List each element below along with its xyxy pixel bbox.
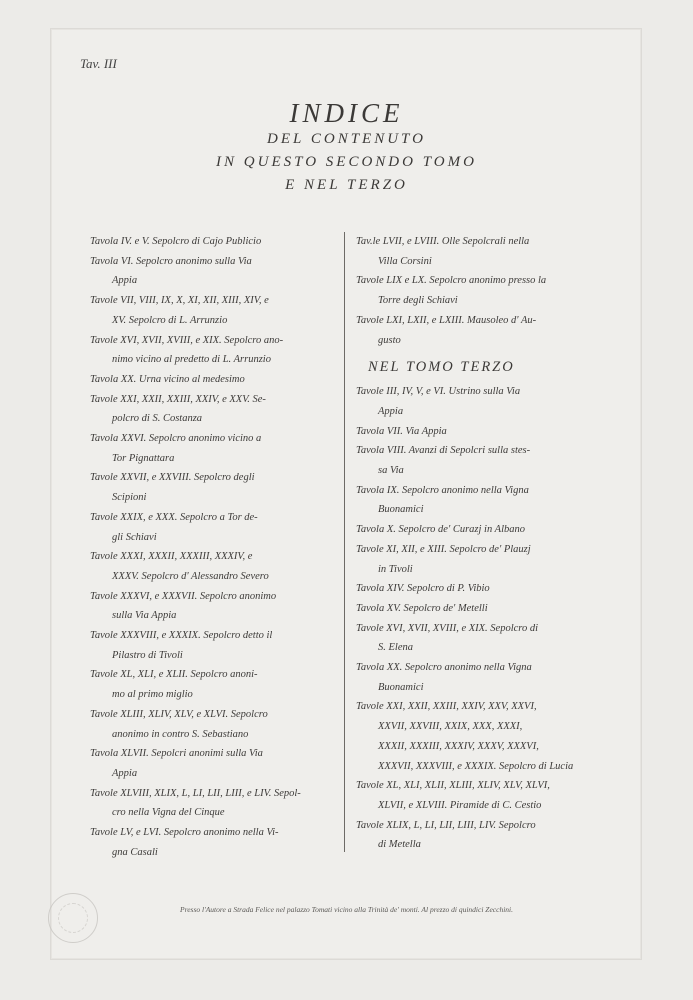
index-entry-line: XXXII, XXXIII, XXXIV, XXXV, XXXVI,: [378, 740, 539, 752]
index-entry-line: Tavola IV. e V. Sepolcro di Cajo Publicio: [90, 236, 262, 247]
index-entry-line: Tavole III, IV, V, e VI. Ustrino sulla Via: [356, 386, 521, 398]
index-entry-line: Appia: [112, 767, 138, 779]
index-entry-line: di Metella: [378, 839, 421, 851]
index-entry-line: Tavole LV, e LVI. Sepolcro anonimo nella Vi-: [90, 827, 279, 839]
index-entry-line: Tavole XVI, XVII, XVIII, e XIX. Sepolcro di: [356, 622, 539, 634]
index-entry-line: Tavola XV. Sepolcro de' Metelli: [356, 602, 488, 614]
index-entry-line: Tavole XLIX, L, LI, LII, LIII, LIV. Sepolcro: [356, 819, 536, 831]
index-entry-line: Appia: [378, 405, 404, 417]
index-entry-line: XXXV. Sepolcro d' Alessandro Severo: [112, 570, 269, 582]
title-line-3: IN QUESTO SECONDO TOMO: [216, 154, 477, 170]
index-entry-line: S. Elena: [378, 642, 413, 654]
index-entry-line: Tavole XLIII, XLIV, XLV, e XLVI. Sepolcro: [90, 708, 268, 720]
index-entry-line: Tavole XXI, XXII, XXIII, XXIV, XXV, XXVI,: [356, 701, 537, 713]
index-entry-line: Tavole LIX e LX. Sepolcro anonimo presso la: [356, 275, 547, 287]
index-entry-line: Appia: [112, 275, 138, 287]
index-entry-line: Tavola VIII. Avanzi di Sepolcri sulla stes-: [356, 445, 531, 457]
index-entry-line: Tavole XXXI, XXXII, XXXIII, XXXIV, e: [90, 551, 253, 563]
index-entry-line: Tavola XLVII. Sepolcri anonimi sulla Via: [90, 748, 263, 760]
plate-label: Tav. III: [80, 56, 117, 71]
index-left-column: [90, 232, 340, 863]
index-entry-line: Tavole XL, XLI, e XLII. Sepolcro anoni-: [90, 669, 258, 681]
index-entry-line: Tavole XXIX, e XXX. Sepolcro a Tor de-: [90, 511, 258, 523]
title-block: [0, 98, 693, 197]
index-entry-line: anonimo in contro S. Sebastiano: [112, 728, 249, 740]
index-right-column: [356, 232, 618, 855]
index-entry-line: Tavola X. Sepolcro de' Curazj in Albano: [356, 524, 525, 536]
index-entry-line: Tavole XVI, XVII, XVIII, e XIX. Sepolcro ano-: [90, 334, 284, 346]
index-entry-line: Scipioni: [112, 492, 147, 504]
index-entry-line: Tavole XXXVIII, e XXXIX. Sepolcro detto il: [90, 630, 273, 642]
index-entry-line: XXXVII, XXXVIII, e XXXIX. Sepolcro di Lucia: [378, 760, 574, 772]
index-entry-line: Pilastro di Tivoli: [112, 649, 183, 661]
index-entry-line: XXVII, XXVIII, XXIX, XXX, XXXI,: [378, 721, 523, 733]
index-entry-line: sa Via: [378, 465, 404, 477]
index-entry-line: gusto: [378, 334, 401, 346]
index-entry-line: Tavola XX. Urna vicino al medesimo: [90, 373, 245, 385]
index-entry-line: Tavole XXI, XXII, XXIII, XXIV, e XXV. Se-: [90, 393, 266, 405]
index-entry-line: gli Schiavi: [112, 531, 157, 543]
index-right-bottom: [356, 382, 618, 855]
index-entry-line: Tavole XLVIII, XLIX, L, LI, LII, LIII, e LIV. Sepol-: [90, 787, 301, 799]
title-line-4: E NEL TERZO: [285, 177, 408, 193]
page-title: INDICE: [289, 98, 404, 128]
index-entry-line: Tavole XL, XLI, XLII, XLIII, XLIV, XLV, XLVI,: [356, 780, 550, 792]
index-entry-line: Tavola VI. Sepolcro anonimo sulla Via: [90, 255, 252, 267]
column-divider: [344, 232, 345, 852]
index-entry-line: Tavole VII, VIII, IX, X, XI, XII, XIII, XIV, e: [90, 295, 269, 307]
index-entry-line: Tavole XXVII, e XXVIII. Sepolcro degli: [90, 472, 255, 484]
index-entry-line: Tavola XX. Sepolcro anonimo nella Vigna: [356, 662, 532, 674]
section-heading: NEL TOMO TERZO: [368, 359, 515, 376]
index-entry-line: gna Casali: [112, 846, 158, 858]
index-entry-line: XLVII, e XLVIII. Piramide di C. Cestio: [378, 799, 542, 811]
index-entry-line: Tavole LXI, LXII, e LXIII. Mausoleo d' Au-: [356, 314, 537, 326]
index-entry-line: Tavole XI, XII, e XIII. Sepolcro de' Plauzj: [356, 543, 531, 555]
index-right-top: [356, 232, 618, 350]
index-entry-line: Tor Pignattara: [112, 452, 175, 464]
index-entry-line: nimo vicino al predetto di L. Arrunzio: [112, 354, 271, 366]
index-entry-line: Tavola VII. Via Appia: [356, 425, 447, 437]
index-entry-line: Tavola XXVI. Sepolcro anonimo vicino a: [90, 433, 262, 445]
index-entry-line: in Tivoli: [378, 563, 413, 575]
index-entry-line: Torre degli Schiavi: [378, 295, 458, 307]
index-entry-line: polcro di S. Costanza: [112, 413, 203, 425]
collection-stamp: [48, 893, 98, 943]
index-entry-line: mo al primo miglio: [112, 689, 193, 701]
index-entry-line: Villa Corsini: [378, 255, 432, 267]
title-line-2: DEL CONTENUTO: [267, 131, 426, 147]
index-entry-line: Buonamici: [378, 681, 424, 693]
imprint-footer: Presso l'Autore a Strada Felice nel palazzo Tomati vicino alla Trinità de' monti. Al prezzo di quindici Zecchini.: [180, 905, 513, 914]
index-entry-line: Tavola XIV. Sepolcro di P. Vibio: [356, 583, 490, 595]
index-entry-line: Buonamici: [378, 504, 424, 516]
index-entry-line: cro nella Vigna del Cinque: [112, 807, 225, 819]
index-entry-line: XV. Sepolcro di L. Arrunzio: [112, 314, 228, 326]
index-entry-line: sulla Via Appia: [112, 610, 177, 622]
index-entry-line: Tavola IX. Sepolcro anonimo nella Vigna: [356, 484, 529, 496]
index-entry-line: Tavole XXXVI, e XXXVII. Sepolcro anonimo: [90, 590, 277, 602]
index-entry-line: Tav.le LVII, e LVIII. Olle Sepolcrali nella: [356, 236, 530, 247]
